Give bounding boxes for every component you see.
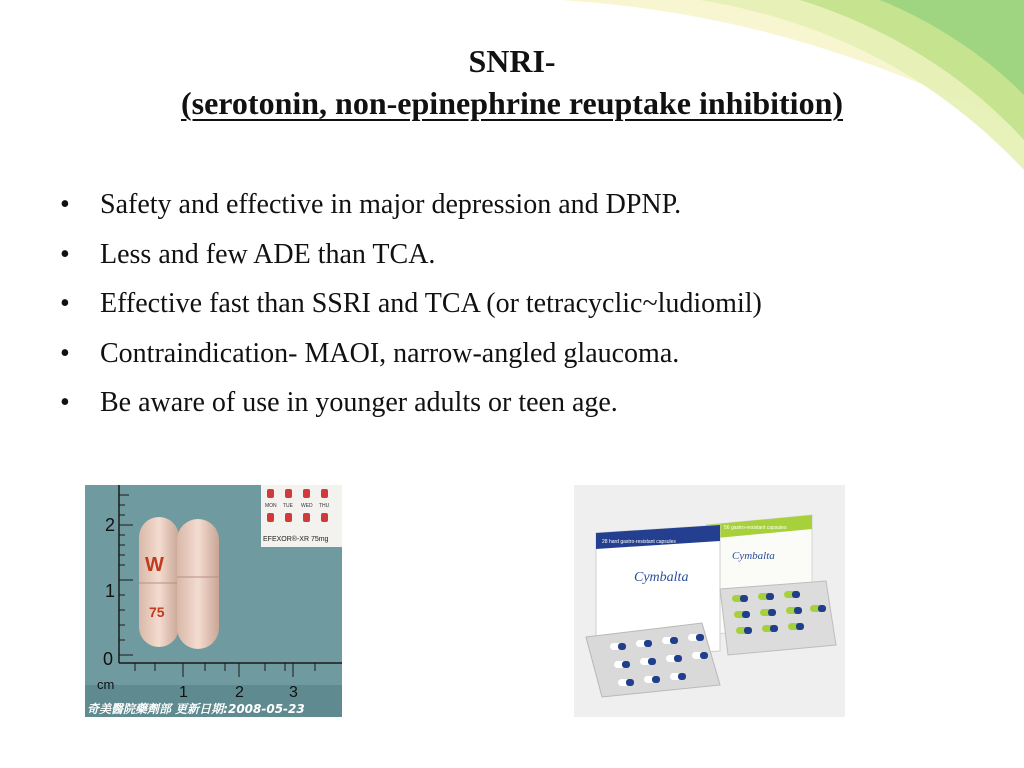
bullet-text: Contraindication- MAOI, narrow-angled glaucoma.: [100, 337, 680, 369]
bullet-dot: •: [60, 189, 70, 220]
slide-title: [0, 40, 1024, 124]
capsule-1: [139, 517, 179, 647]
capsule-mark-w: W: [145, 554, 164, 576]
efexor-capsule-photo: [85, 485, 342, 717]
back-box-brand: Cymbalta: [732, 550, 775, 562]
bullet-item: [58, 279, 998, 329]
blister-day: TUE: [283, 503, 293, 509]
ruler-label-1: 1: [105, 581, 116, 601]
bullet-text: Safety and effective in major depression and DPNP.: [100, 189, 682, 220]
cymbalta-package-photo: [574, 485, 845, 717]
ruler-label-x1: 1: [179, 684, 188, 701]
ruler-label-x3: 3: [289, 684, 298, 701]
bullet-dot: •: [60, 337, 70, 369]
bullet-text: Be aware of use in younger adults or teen age.: [100, 387, 618, 418]
cymbalta-photo-drawing: [574, 485, 845, 717]
slide-title-line2: (serotonin, non-epinephrine reuptake inhibition): [180, 85, 844, 121]
ruler-label-0: 0: [103, 649, 114, 669]
blister-day: MON: [265, 503, 277, 509]
front-box-brand: Cymbalta: [634, 570, 689, 585]
blister-day: THU: [319, 503, 330, 509]
bullet-text: Less and few ADE than TCA.: [100, 238, 436, 270]
capsule-mark-75: 75: [149, 604, 165, 620]
slide-title-line1: SNRI-: [468, 43, 556, 79]
blister-day: WED: [301, 503, 313, 509]
blister-label: EFEXOR®-XR 75mg: [263, 536, 329, 543]
ruler-label-2: 2: [105, 515, 116, 535]
photo-caption: 奇美醫院藥劑部 更新日期:2008-05-23: [87, 702, 305, 716]
front-box-text: 28 hard gastro-resistant capsules: [602, 539, 676, 545]
ruler-unit: cm: [97, 677, 115, 692]
bullet-dot: •: [60, 288, 70, 319]
bullet-item: [58, 180, 998, 230]
bullet-dot: •: [60, 387, 70, 418]
bullet-dot: •: [60, 238, 70, 270]
bullet-item: [58, 230, 998, 280]
bullet-item: [58, 378, 998, 428]
ruler-label-x2: 2: [235, 684, 244, 701]
bullet-item: [58, 329, 998, 379]
efexor-photo-drawing: [85, 485, 342, 717]
capsule-2: [177, 519, 219, 649]
bullet-text: Effective fast than SSRI and TCA (or tetracyclic~ludiomil): [100, 288, 762, 319]
bullet-list: [58, 180, 998, 428]
back-box-text: 56 gastro-resistant capsules: [724, 525, 787, 531]
